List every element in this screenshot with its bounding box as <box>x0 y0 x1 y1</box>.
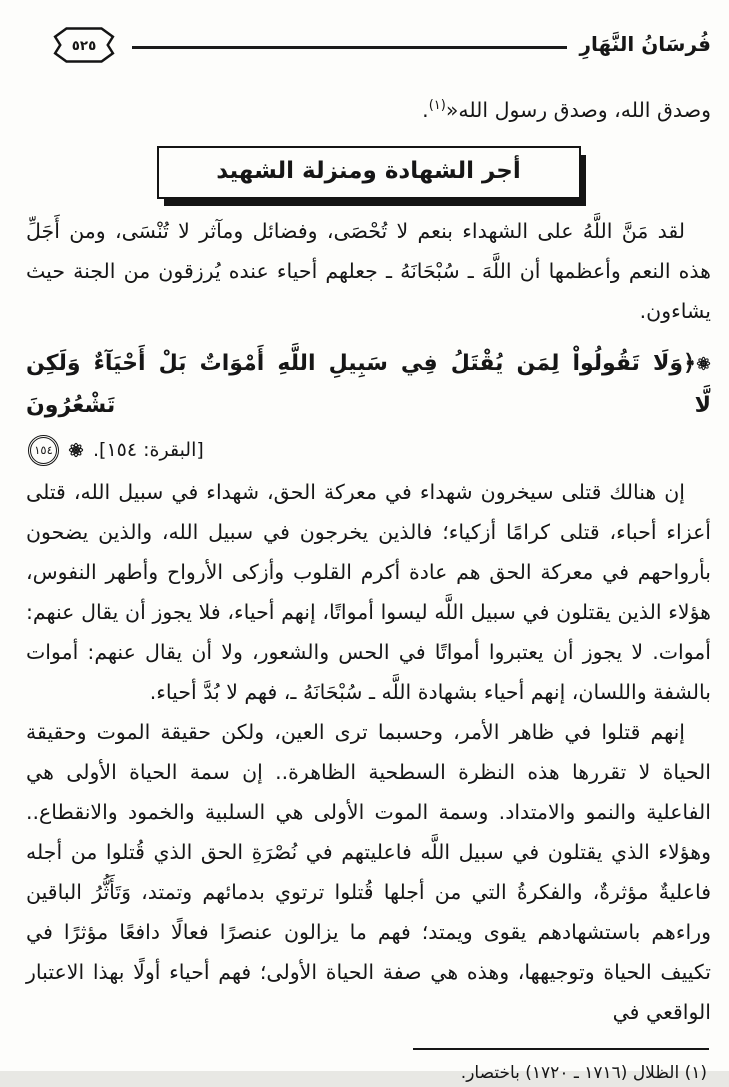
opening-line-text: وصدق الله، وصدق رسول الله« <box>445 97 711 122</box>
book-title: فُرسَانُ النَّهَارِ <box>579 32 711 56</box>
quran-verse-line <box>26 343 711 427</box>
quran-verse-block <box>26 343 711 466</box>
header-rule <box>132 46 567 49</box>
page-number-badge <box>52 25 116 65</box>
paragraph-2: إن هنالك قتلى سيخرون شهداء في معركة الحق، شهداء في سبيل الله، قتلى أعزاء أحباء، قتلى كرامًا أزكياء؛ فالذين يخرجون في سبيل الله، والذين يضحون بأرواحهم في معركة الحق هم عادة أكرم القلوب وأزكى الأرواح وأطهر النفوس، هؤلاء الذين يقتلون في سبيل اللَّه ليسوا أمواتًا، إنهم أحياء، فلا يجوز أن يقال عنهم: أموات. لا يجوز أن يعتبروا أمواتًا في الحس والشعور، ولا أن يقال عنهم: أموات بالشفة واللسان، إنهم أحياء بشهادة اللَّه ـ سُبْحَانَهُ ـ، فهم لا بُدَّ أحياء. <box>26 479 711 704</box>
verse-citation-line <box>28 435 711 466</box>
ayah-number-ornament <box>28 435 59 466</box>
footnote-marker: (١) <box>684 1063 707 1084</box>
footnote-text: الظلال (١٧١٦ ـ ١٧٢٠) باختصار. <box>460 1063 680 1084</box>
page-number: ٥٢٥ <box>71 39 97 55</box>
footnote-separator <box>413 1048 709 1051</box>
verse-end-rosette-icon <box>68 442 84 458</box>
section-heading-title: أجر الشهادة ومنزلة الشهيد <box>216 157 521 184</box>
section-heading-box <box>157 146 581 199</box>
footnote-area <box>26 1048 711 1087</box>
paragraph-3: إنهم قتلوا في ظاهر الأمر، وحسبما ترى العين، ولكن حقيقة الموت وحقيقة الحياة لا تقررها هذه النظرة السطحية الظاهرة.. إن سمة الحياة الأولى هي الفاعلية والنمو والامتداد. وسمة الموت الأولى هي السلبية والخمود والانقطاع.. وهؤلاء الذي يقتلون في سبيل اللَّه فاعليتهم في نُصْرَةِ الحق الذي قُتلوا من أجله فاعليةٌ مؤثرةٌ، والفكرةُ التي من أجلها قُتلوا ترتوي بدمائهم وتمتد، وَتَأَثُّرُ الباقين وراءهم باستشهادهم يقوى ويمتد؛ فهم ما يزالون عنصرًا فعالًا دافعًا مؤثرًا في تكييف الحياة وتوجيهها، وهذه هي صفة الحياة الأولى؛ فهم أحياء أولًا بهذا الاعتبار الواقعي في <box>26 719 711 1024</box>
verse-opening-rosette-icon <box>696 356 711 371</box>
verse-text: وَلَا تَقُولُواْ لِمَن يُقْتَلُ فِي سَبِيلِ اللَّهِ أَمْوَاتٌ بَلْ أَحْيَآءٌ وَلَكِن لَّا تَشْعُرُونَ <box>26 350 711 418</box>
verse-reference: [البقرة: ١٥٤]. <box>93 439 204 462</box>
footnote <box>26 1059 711 1087</box>
page-header <box>26 24 711 66</box>
opening-line-period: . <box>422 97 429 122</box>
opening-line <box>26 86 711 130</box>
ayah-number: ١٥٤ <box>34 442 53 457</box>
paragraph-1: لقد مَنَّ اللَّهُ على الشهداء بنعم لا تُحْصَى، وفضائل ومآثر لا تُنْسَى، ومن أَجَلِّ هذه النعم وأعظمها أن اللَّهَ ـ سُبْحَانَهُ ـ جعلهم أحياء عنده يُرزقون من الجنة حيث يشاءون. <box>26 218 711 323</box>
verse-opening-bracket: ﴿ <box>683 350 696 376</box>
footnote-ref-superscript: (١) <box>428 98 446 113</box>
